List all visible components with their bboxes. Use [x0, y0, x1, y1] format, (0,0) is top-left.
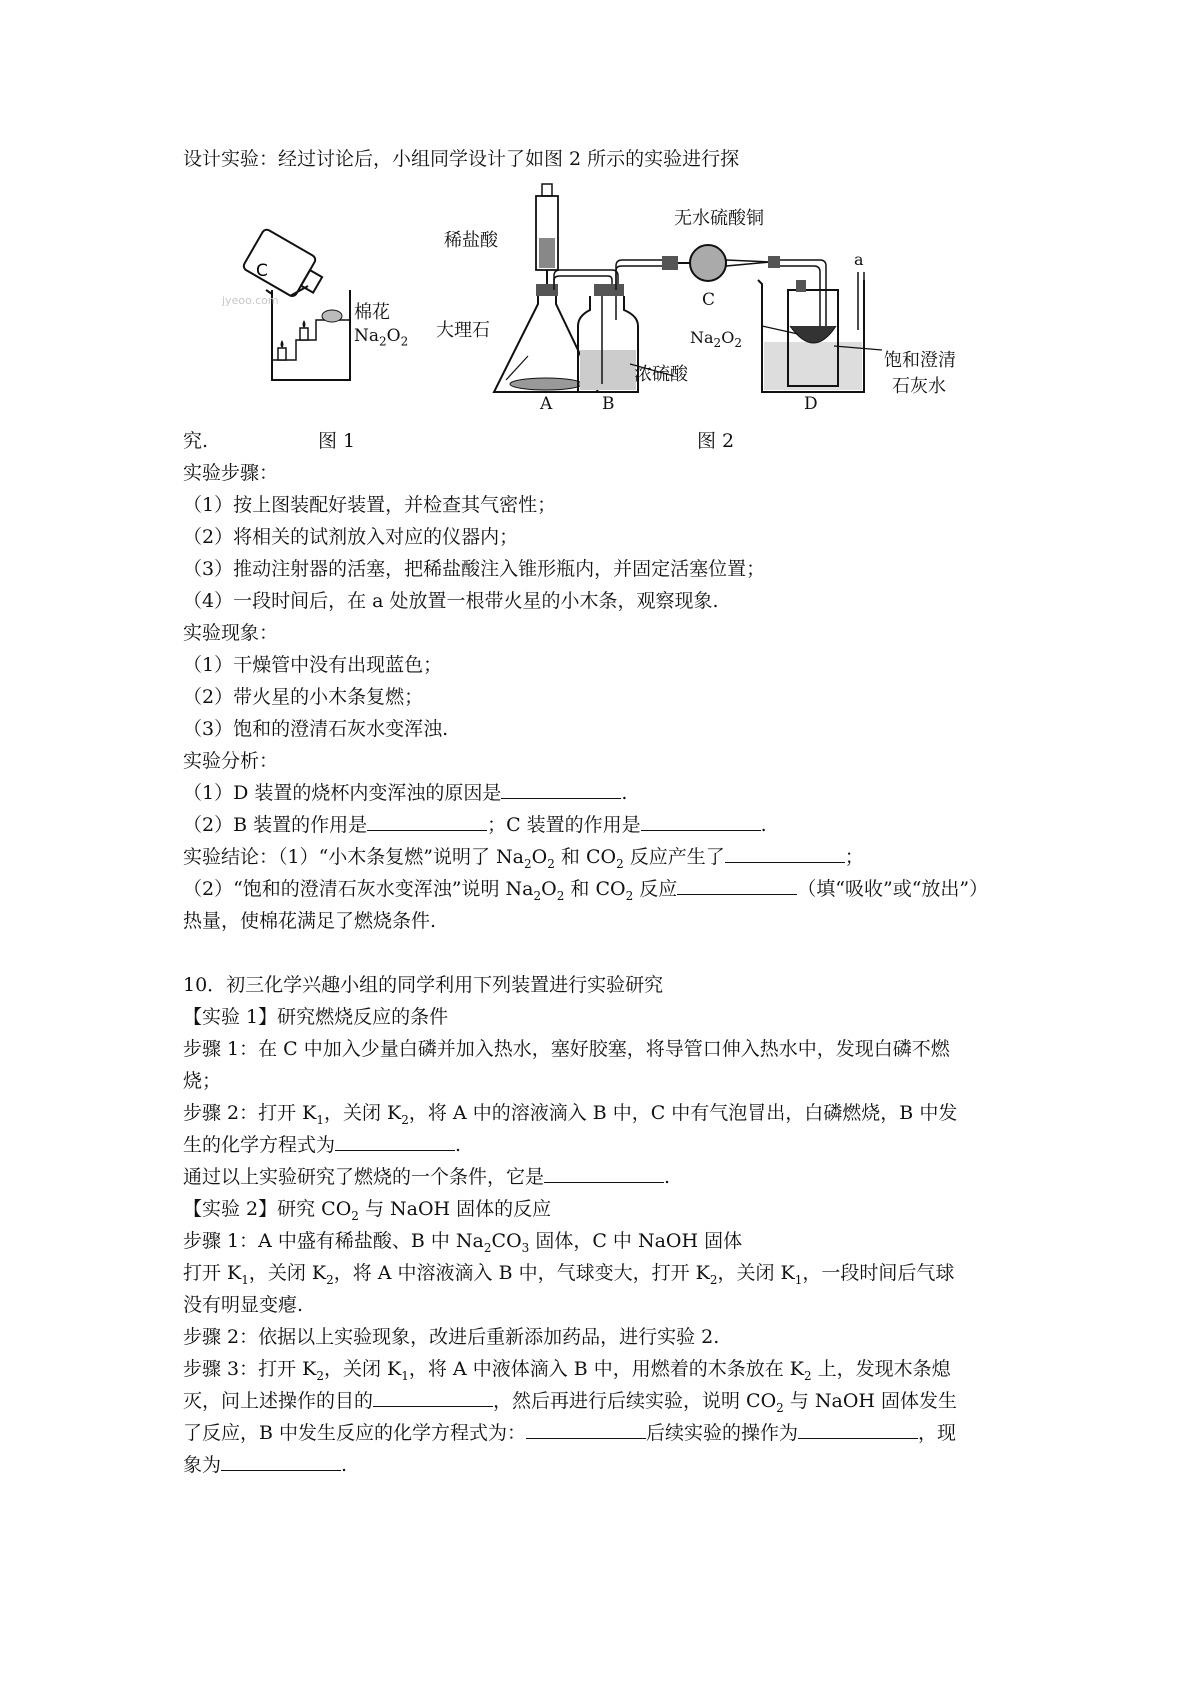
analysis-q1: （1）D 装置的烧杯内变浑浊的原因是 . [183, 782, 628, 804]
exp2-heading: 【实验 2】研究 $CO_2$ 与 NaOH 固体的反应 [183, 1198, 552, 1223]
label-cotton: 棉花 [354, 302, 390, 323]
answer-blank[interactable] [544, 1164, 664, 1183]
steps-heading: 实验步骤： [183, 462, 279, 484]
step-item: （1）按上图装配好装置，并检查其气密性； [183, 494, 557, 516]
answer-blank[interactable] [641, 812, 761, 831]
phenomenon-item: （1）干燥管中没有出现蓝色； [183, 654, 443, 676]
label-marble: 大理石 [436, 320, 490, 341]
exp2-step3-line4: 象为 . [183, 1454, 348, 1476]
conclusion-3: 热量，使棉花满足了燃烧条件. [183, 910, 437, 932]
exp2-step3-line3: 了反应，B 中发生反应的化学方程式为： 后续实验的操作为 ，现 [183, 1422, 957, 1444]
label-na2o2-fig2: $Na_2O_2$ [690, 328, 742, 351]
figure-1 [220, 222, 440, 422]
exp2-step3: 步骤 3：打开 $K_2$，关闭 $K_1$，将 A 中液体滴入 B 中，用燃着的木条放在 $K_2$ 上，发现木条熄 [183, 1358, 951, 1383]
label-anhydrous-cuso4: 无水硫酸铜 [674, 208, 764, 229]
exp2-step1: 步骤 1：A 中盛有稀盐酸、B 中 $Na_2CO_3$ 固体，C 中 NaOH 固体 [183, 1230, 743, 1255]
answer-blank[interactable] [526, 1420, 646, 1439]
answer-blank[interactable] [373, 1388, 493, 1407]
answer-blank[interactable] [677, 876, 797, 895]
answer-blank[interactable] [221, 1452, 341, 1471]
exp2-step2: 步骤 2：依据以上实验现象，改进后重新添加药品，进行实验 2. [183, 1326, 720, 1348]
answer-blank[interactable] [798, 1420, 918, 1439]
exp1-step1: 步骤 1：在 C 中加入少量白磷并加入热水，塞好胶塞，将导管口伸入热水中，发现白磷不燃 [183, 1038, 950, 1060]
analysis-q2: （2）B 装置的作用是 ；C 装置的作用是 . [183, 814, 767, 836]
bottle-c-label: C [256, 261, 268, 281]
exp2-open-cont: 没有明显变瘪. [183, 1294, 304, 1316]
answer-blank[interactable] [335, 1132, 455, 1151]
beaker-d [758, 272, 882, 392]
label-B: B [602, 394, 615, 414]
label-point-a: a [854, 250, 864, 269]
conclusion-2: （2）“饱和的澄清石灰水变浑浊”说明 $Na_2O_2$ 和 $CO_2$ 反应 （填“吸收”或“放出”） [183, 878, 989, 903]
answer-blank[interactable] [501, 780, 621, 799]
step-item: （2）将相关的试剂放入对应的仪器内； [183, 526, 519, 548]
watermark: jyeoo.com [222, 294, 279, 307]
bottle-b [578, 284, 638, 392]
label-limewater-line1: 饱和澄清 [884, 350, 956, 371]
q10-title: 10．初三化学兴趣小组的同学利用下列装置进行实验研究 [183, 974, 664, 996]
label-conc-h2so4: 浓硫酸 [634, 364, 688, 385]
answer-blank[interactable] [725, 844, 845, 863]
exp1-step2: 步骤 2：打开 $K_1$，关闭 $K_2$，将 A 中的溶液滴入 B 中，C 中有气泡冒出，白磷燃烧，B 中发 [183, 1102, 958, 1127]
exp1-step2-cont: 生的化学方程式为 . [183, 1134, 462, 1156]
analysis-heading: 实验分析： [183, 750, 279, 772]
exp1-conclusion: 通过以上实验研究了燃烧的一个条件，它是 . [183, 1166, 671, 1188]
figure-1-drawing [220, 222, 440, 422]
conclusion-1: 实验结论：（1）“小木条复燃”说明了 $Na_2O_2$ 和 $CO_2$ 反应产生了 ； [183, 846, 864, 871]
step-item: （3）推动注射器的活塞，把稀盐酸注入锥形瓶内，并固定活塞位置； [183, 558, 766, 580]
drying-tube-c [662, 245, 780, 281]
exp1-step1-cont: 烧； [183, 1070, 222, 1092]
intro-line: 设计实验：经过讨论后，小组同学设计了如图 2 所示的实验进行探 [183, 148, 740, 170]
phenomenon-item: （2）带火星的小木条复燃； [183, 686, 424, 708]
label-A: A [540, 394, 553, 414]
syringe [536, 184, 558, 284]
label-dilute-hcl: 稀盐酸 [444, 230, 498, 251]
answer-blank[interactable] [367, 812, 487, 831]
step-item: （4）一段时间后，在 a 处放置一根带火星的小木条，观察现象. [183, 590, 719, 612]
exp2-step3-line2: 灭，问上述操作的目的 ，然后再进行后续实验，说明 $CO_2$ 与 NaOH 固体发生 [183, 1390, 958, 1415]
figure-2-caption: 图 2 [697, 430, 735, 452]
phenomena-heading: 实验现象： [183, 622, 279, 644]
label-limewater-line2: 石灰水 [892, 376, 946, 397]
exp2-open: 打开 $K_1$，关闭 $K_2$，将 A 中溶液滴入 B 中，气球变大，打开 $K_2$，关闭 $K_1$，一段时间后气球 [183, 1262, 955, 1287]
label-C: C [702, 290, 716, 310]
intro-line-end: 究. [183, 430, 209, 452]
label-na2o2-fig1: $Na_2O_2$ [354, 326, 409, 349]
exp1-heading: 【实验 1】研究燃烧反应的条件 [183, 1006, 449, 1028]
label-D: D [804, 394, 818, 414]
phenomenon-item: （3）饱和的澄清石灰水变浑浊. [183, 718, 449, 740]
figure-1-caption: 图 1 [318, 430, 356, 452]
figure-2 [436, 180, 1022, 420]
